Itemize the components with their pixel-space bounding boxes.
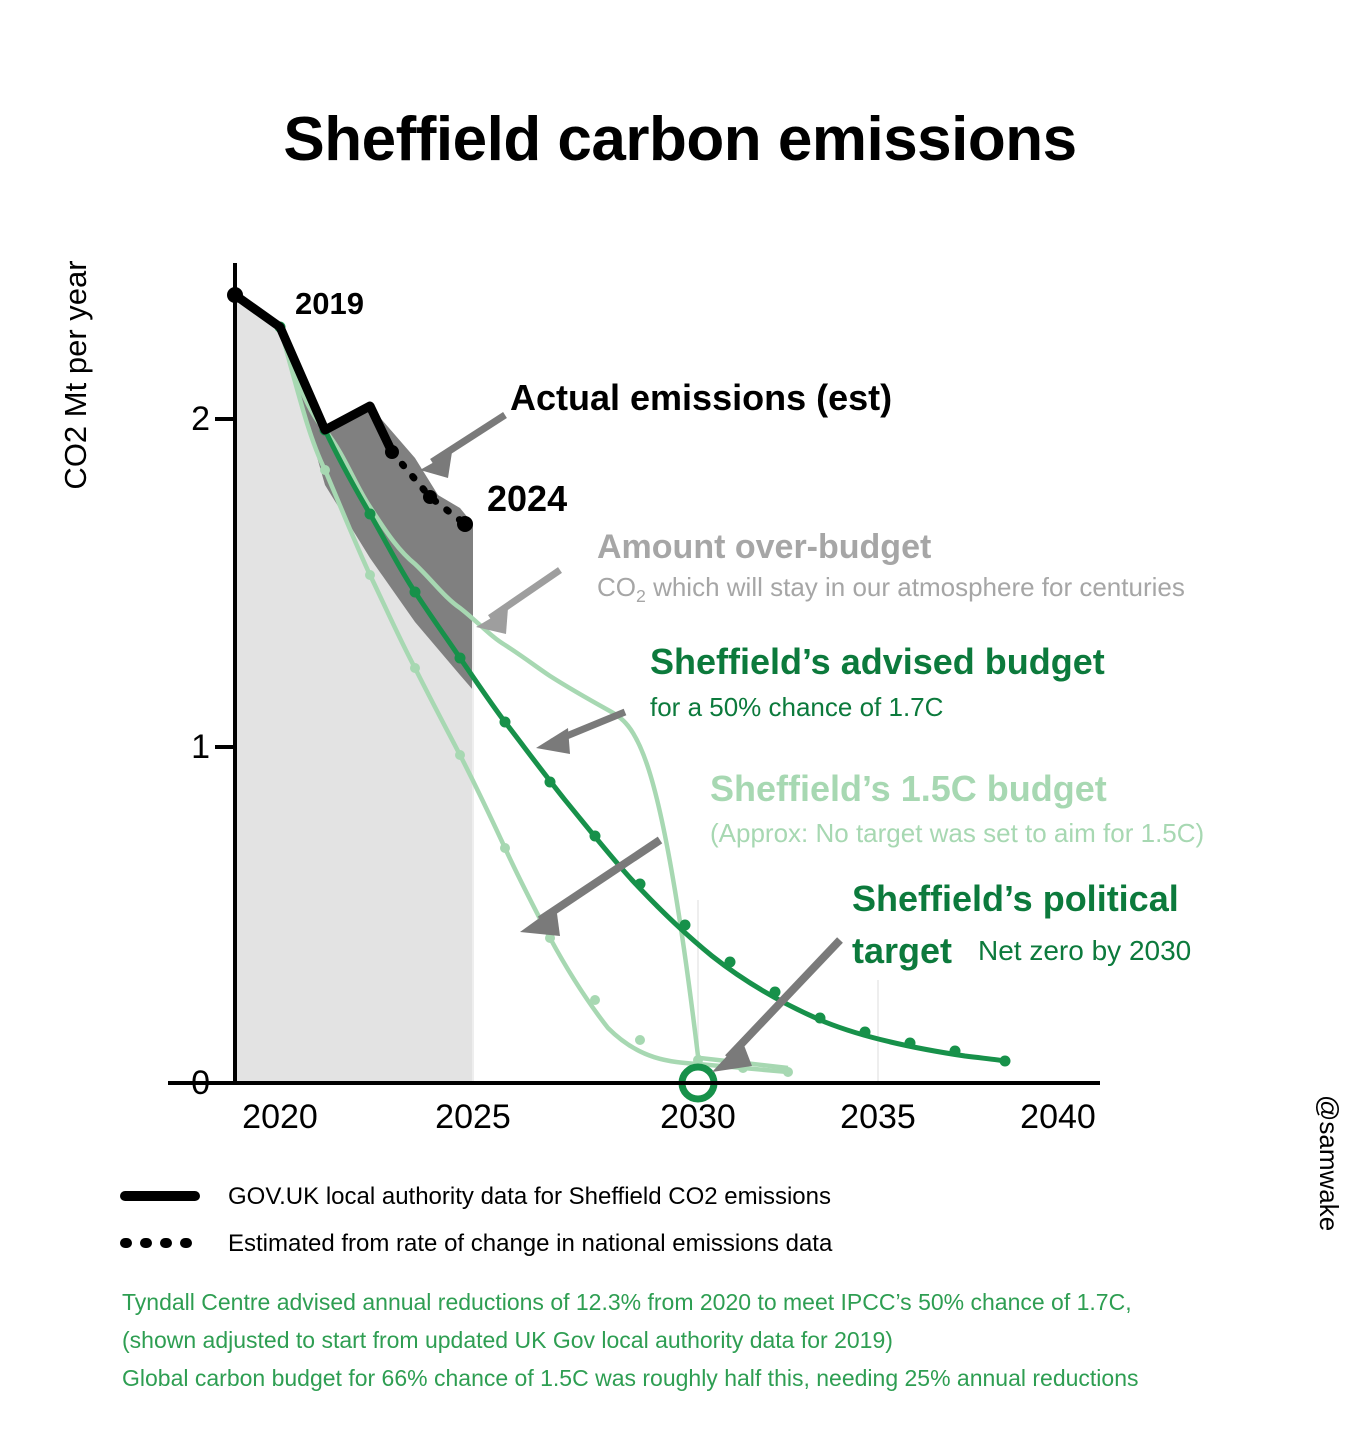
footnote-line-3: Global carbon budget for 66% chance of 1.5C was roughly half this, needing 25% annual reductions: [122, 1365, 1139, 1391]
xtick-label-2040: 2040: [1020, 1098, 1096, 1136]
page-title: Sheffield carbon emissions: [283, 105, 1077, 174]
annotation-over-budget-title: Amount over-budget: [597, 528, 932, 566]
arrow-actual: [420, 415, 505, 478]
annotation-political-target-line2: target: [852, 930, 953, 971]
ytick-label-0: 0: [191, 1064, 210, 1102]
xtick-label-2020: 2020: [242, 1098, 318, 1136]
over-budget-sub-co: CO: [597, 572, 636, 602]
annotation-political-target-sub: Net zero by 2030: [978, 935, 1192, 966]
y-axis-label: CO2 Mt per year: [58, 260, 93, 490]
annotation-advised-budget-sub: for a 50% chance of 1.7C: [650, 692, 944, 722]
xtick-label-2025: 2025: [435, 1098, 511, 1136]
annotation-political-target-line1: Sheffield’s political: [852, 878, 1179, 919]
ytick-label-1: 1: [191, 728, 210, 766]
legend-label-solid: GOV.UK local authority data for Sheffield CO2 emissions: [228, 1183, 831, 1210]
xtick-label-2030: 2030: [660, 1098, 736, 1136]
annotation-over-budget-sub: [597, 572, 1185, 607]
arrow-advised: [536, 712, 625, 754]
legend-label-dotted: Estimated from rate of change in national emissions data: [228, 1230, 833, 1257]
xtick-label-2035: 2035: [840, 1098, 916, 1136]
footnote-line-2: (shown adjusted to start from updated UK Gov local authority data for 2019): [122, 1327, 893, 1353]
over-budget-sub-2: 2: [636, 586, 646, 607]
annotation-actual-emissions: Actual emissions (est): [510, 377, 893, 418]
over-budget-sub-rest: which will stay in our atmosphere for centuries: [645, 572, 1185, 602]
annotation-year-2019: 2019: [295, 286, 364, 321]
arrow-over-budget: [476, 570, 560, 634]
annotation-15c-budget-sub: (Approx: No target was set to aim for 1.5C): [710, 818, 1205, 848]
annotation-15c-budget-title: Sheffield’s 1.5C budget: [710, 768, 1107, 809]
ytick-label-2: 2: [191, 400, 210, 438]
annotation-year-2024: 2024: [487, 478, 568, 519]
annotation-advised-budget-title: Sheffield’s advised budget: [650, 641, 1105, 682]
footnote-line-1: Tyndall Centre advised annual reductions of 12.3% from 2020 to meet IPCC’s 50% chance of 1.7C,: [122, 1289, 1132, 1315]
author-handle: @samwake: [1314, 1094, 1344, 1231]
